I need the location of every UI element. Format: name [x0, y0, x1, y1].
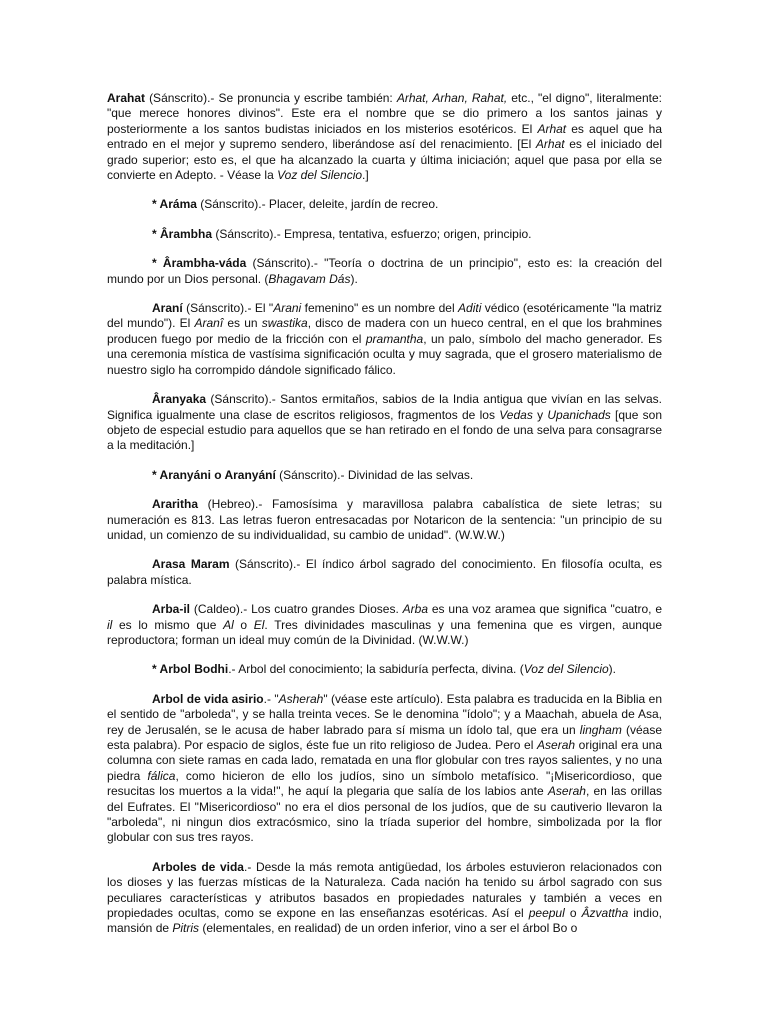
entry-text: es una voz aramea que significa "cuatro, e [428, 602, 662, 617]
entry-text: (Sánscrito).- El índico árbol sagrado del conocimiento. En filosofía oculta, es palabra mística. [107, 557, 663, 587]
entry-text: ). [608, 662, 616, 677]
glossary-entry [107, 197, 662, 212]
glossary-entry [107, 692, 662, 846]
entry-text-italic: lingham [579, 722, 622, 737]
entry-term: Araní [152, 301, 183, 316]
entry-text-italic: El [253, 617, 265, 632]
entry-text: es un [223, 316, 262, 331]
entry-text: (Caldeo).- Los cuatro grandes Dioses. [190, 602, 403, 617]
entry-text-italic: Arhat, Arhan, Rahat, [396, 91, 508, 105]
entry-term: Araritha [152, 497, 199, 512]
entry-term: Arboles de vida [152, 859, 244, 874]
entry-term: Arahat [107, 91, 146, 105]
entry-text-italic: Arhat [535, 137, 565, 152]
glossary-entry [107, 227, 662, 242]
entry-text: . Tres divinidades masculinas y una femenina que es virgen, aunque reproductora; forman un ideal muy común de la Divinidad. (W.W.W.) [107, 617, 662, 647]
entry-text: (Sánscrito).- Se pronuncia y escribe también: [145, 91, 397, 105]
entry-text-italic: Arba [402, 602, 429, 617]
entry-text: o [564, 906, 582, 921]
entry-term: * Ârambha-váda [152, 256, 247, 271]
glossary-entry [107, 860, 662, 937]
entry-text: original era una columna con siete ramas en cada lado, rematada en una flor globular con tres rayos salientes, y no una piedra [107, 738, 662, 783]
entry-term: * Aranyáni o Aranyání [152, 467, 276, 482]
document-page [107, 91, 662, 951]
entry-term: * Arbol Bodhi [152, 662, 229, 677]
entry-text: (Sánscrito).- Placer, deleite, jardín de recreo. [196, 197, 439, 212]
glossary-entry [107, 392, 662, 454]
entry-text-italic: Upanichads [547, 407, 611, 422]
entry-text: (Sánscrito).- El " [182, 301, 274, 316]
entry-text-italic: Aditi [458, 301, 482, 316]
entry-text: védico (esotéricamente "la matriz del mundo"). El [107, 301, 663, 331]
entry-term: * Ârambha [152, 226, 213, 241]
entry-text-italic: Vedas [499, 407, 533, 422]
entry-text: (Hebreo).- Famosísima y maravillosa palabra cabalística de siete letras; su numeración es 813. Las letras fueron entresacadas por Notaricon de la sentencia: "un principio de su unidad, un comienzo de su individualidad, su cambio de unidad". (W.W.W.) [107, 497, 662, 542]
glossary-entry [107, 301, 662, 378]
entry-text: o [233, 617, 254, 632]
glossary-entry [107, 468, 662, 483]
entry-text-italic: Aserah [547, 784, 586, 799]
entry-text: (Sánscrito).- Empresa, tentativa, esfuerzo; origen, principio. [212, 226, 532, 241]
glossary-entry [107, 602, 662, 648]
entry-text: (elementales, en realidad) de un orden inferior, vino a ser el árbol Bo o [199, 921, 578, 936]
entry-text-italic: Arani [273, 301, 302, 316]
entry-text: y [532, 407, 548, 422]
entry-text-italic: Bhagavam Dás [268, 271, 351, 286]
entry-text: .- " [263, 691, 279, 706]
entry-text: (Sánscrito).- Divinidad de las selvas. [275, 467, 474, 482]
entry-text-italic: fálica [147, 768, 176, 783]
entry-text-italic: Voz del Silencio [523, 662, 609, 677]
entry-text-italic: il [107, 617, 113, 632]
glossary-entry [107, 662, 662, 677]
entry-text: , como hicieron de ello los judíos, sino un símbolo metafísico. "¡Misericordioso, que resucitas los muertos a la vida!", he aquí la plegaria que salía de los labios ante [107, 768, 662, 799]
entry-text-italic: swastika [261, 316, 308, 331]
entry-text-italic: Aranî [194, 316, 224, 331]
entry-text-italic: Asherah [278, 691, 324, 706]
glossary-entry [107, 91, 662, 183]
entry-term: Arbol de vida asirio [152, 691, 264, 706]
entry-text-italic: Al [223, 617, 234, 632]
entry-text: [que son objeto de especial estudio para aquellos que se han retirado en el fondo de una selva para consagrarse a la meditación.] [107, 407, 662, 453]
entry-text: ). [350, 271, 358, 286]
entry-term: * Aráma [152, 197, 197, 212]
entry-text-italic: peepul [528, 906, 565, 921]
entry-text: es el iniciado del grado superior; esto es, el que ha alcanzado la cuarta y última iniciación; aquel que pasa por ella se convierte en Adepto. - Véase la [107, 137, 662, 183]
entry-text: indio, mansión de [107, 906, 662, 936]
glossary-entry [107, 557, 662, 588]
entry-text: .] [362, 168, 369, 183]
entry-text: " (véase este artículo). Esta palabra es traducida en la Biblia en el sentido de "arboleda", y se halla treinta veces. Se le denomina "ídolo"; y a Maachah, abuela de Asa, rey de Jerusalén, se le acusa de haber labrado para sí misma un ídolo tal, que era un [107, 691, 662, 737]
entry-text: es aquel que ha entrado en el mejor y supremo sendero, liberándose así del renacimiento. [El [107, 121, 663, 152]
entry-text: (véase esta palabra). Por espacio de siglos, éste fue un rito religioso de Judea. Pero el [107, 722, 662, 752]
entry-text-italic: Voz del Silencio [277, 168, 363, 183]
entry-text: , un palo, símbolo del macho generador. Es una ceremonia mística de vastísima significación oculta y muy sagrada, que el grosero materialismo de nuestro siglo ha corrompido dándole significado fálico. [107, 331, 662, 377]
entry-text: femenino" es un nombre del [301, 301, 459, 316]
entry-text-italic: Arhat [537, 121, 567, 136]
entry-term: Arba-il [152, 602, 191, 617]
glossary-entry [107, 256, 662, 287]
entry-text-italic: Pitris [172, 921, 200, 936]
entry-term: Arasa Maram [152, 557, 230, 572]
entry-text: , en las orillas del Eufrates. El "Misericordioso" no era el dios personal de los judíos, que de su cautiverio llevaron la "arboleda", ni ningun dios extracósmico, sino la tríada superior del hombre, simbolizada por la flor globular con sus tres rayos. [107, 784, 662, 845]
entry-text: etc., "el digno", literalmente: "que merece honores divinos". Este era el nombre que se dio primero a los santos jainas y posteriormente a los santos budistas iniciados en los misterios esotéricos. El [107, 91, 662, 136]
entry-term: Âranyaka [152, 392, 207, 407]
entry-text: .- Arbol del conocimiento; la sabiduría perfecta, divina. ( [228, 662, 524, 677]
entry-text: (Sánscrito).- "Teoría o doctrina de un principio", esto es: la creación del mundo por un Dios personal. ( [107, 256, 662, 286]
entry-text: es lo mismo que [112, 617, 224, 632]
entry-text: (Sánscrito).- Santos ermitaños, sabios de la India antigua que vivían en las selvas. Significa igualmente una clase de escritos religiosos, fragmentos de los [107, 392, 662, 422]
entry-text-italic: Aserah [537, 738, 576, 752]
entry-text: .- Desde la más remota antigüedad, los árboles estuvieron relacionados con los dioses y las fuerzas místicas de la Naturaleza. Cada nación ha tenido su árbol sagrado con sus peculiares características y atributos basados en propiedades naturales y también a veces en propiedades ocultas, como se expone en las enseñanzas esotéricas. Así el [107, 859, 662, 921]
entry-text-italic: pramantha [365, 331, 424, 346]
glossary-entry [107, 497, 662, 543]
entry-text-italic: Âzvattha [581, 906, 629, 921]
entry-text: , disco de madera con un hueco central, en el que los brahmines producen fuego por medio de la fricción con el [107, 316, 662, 346]
